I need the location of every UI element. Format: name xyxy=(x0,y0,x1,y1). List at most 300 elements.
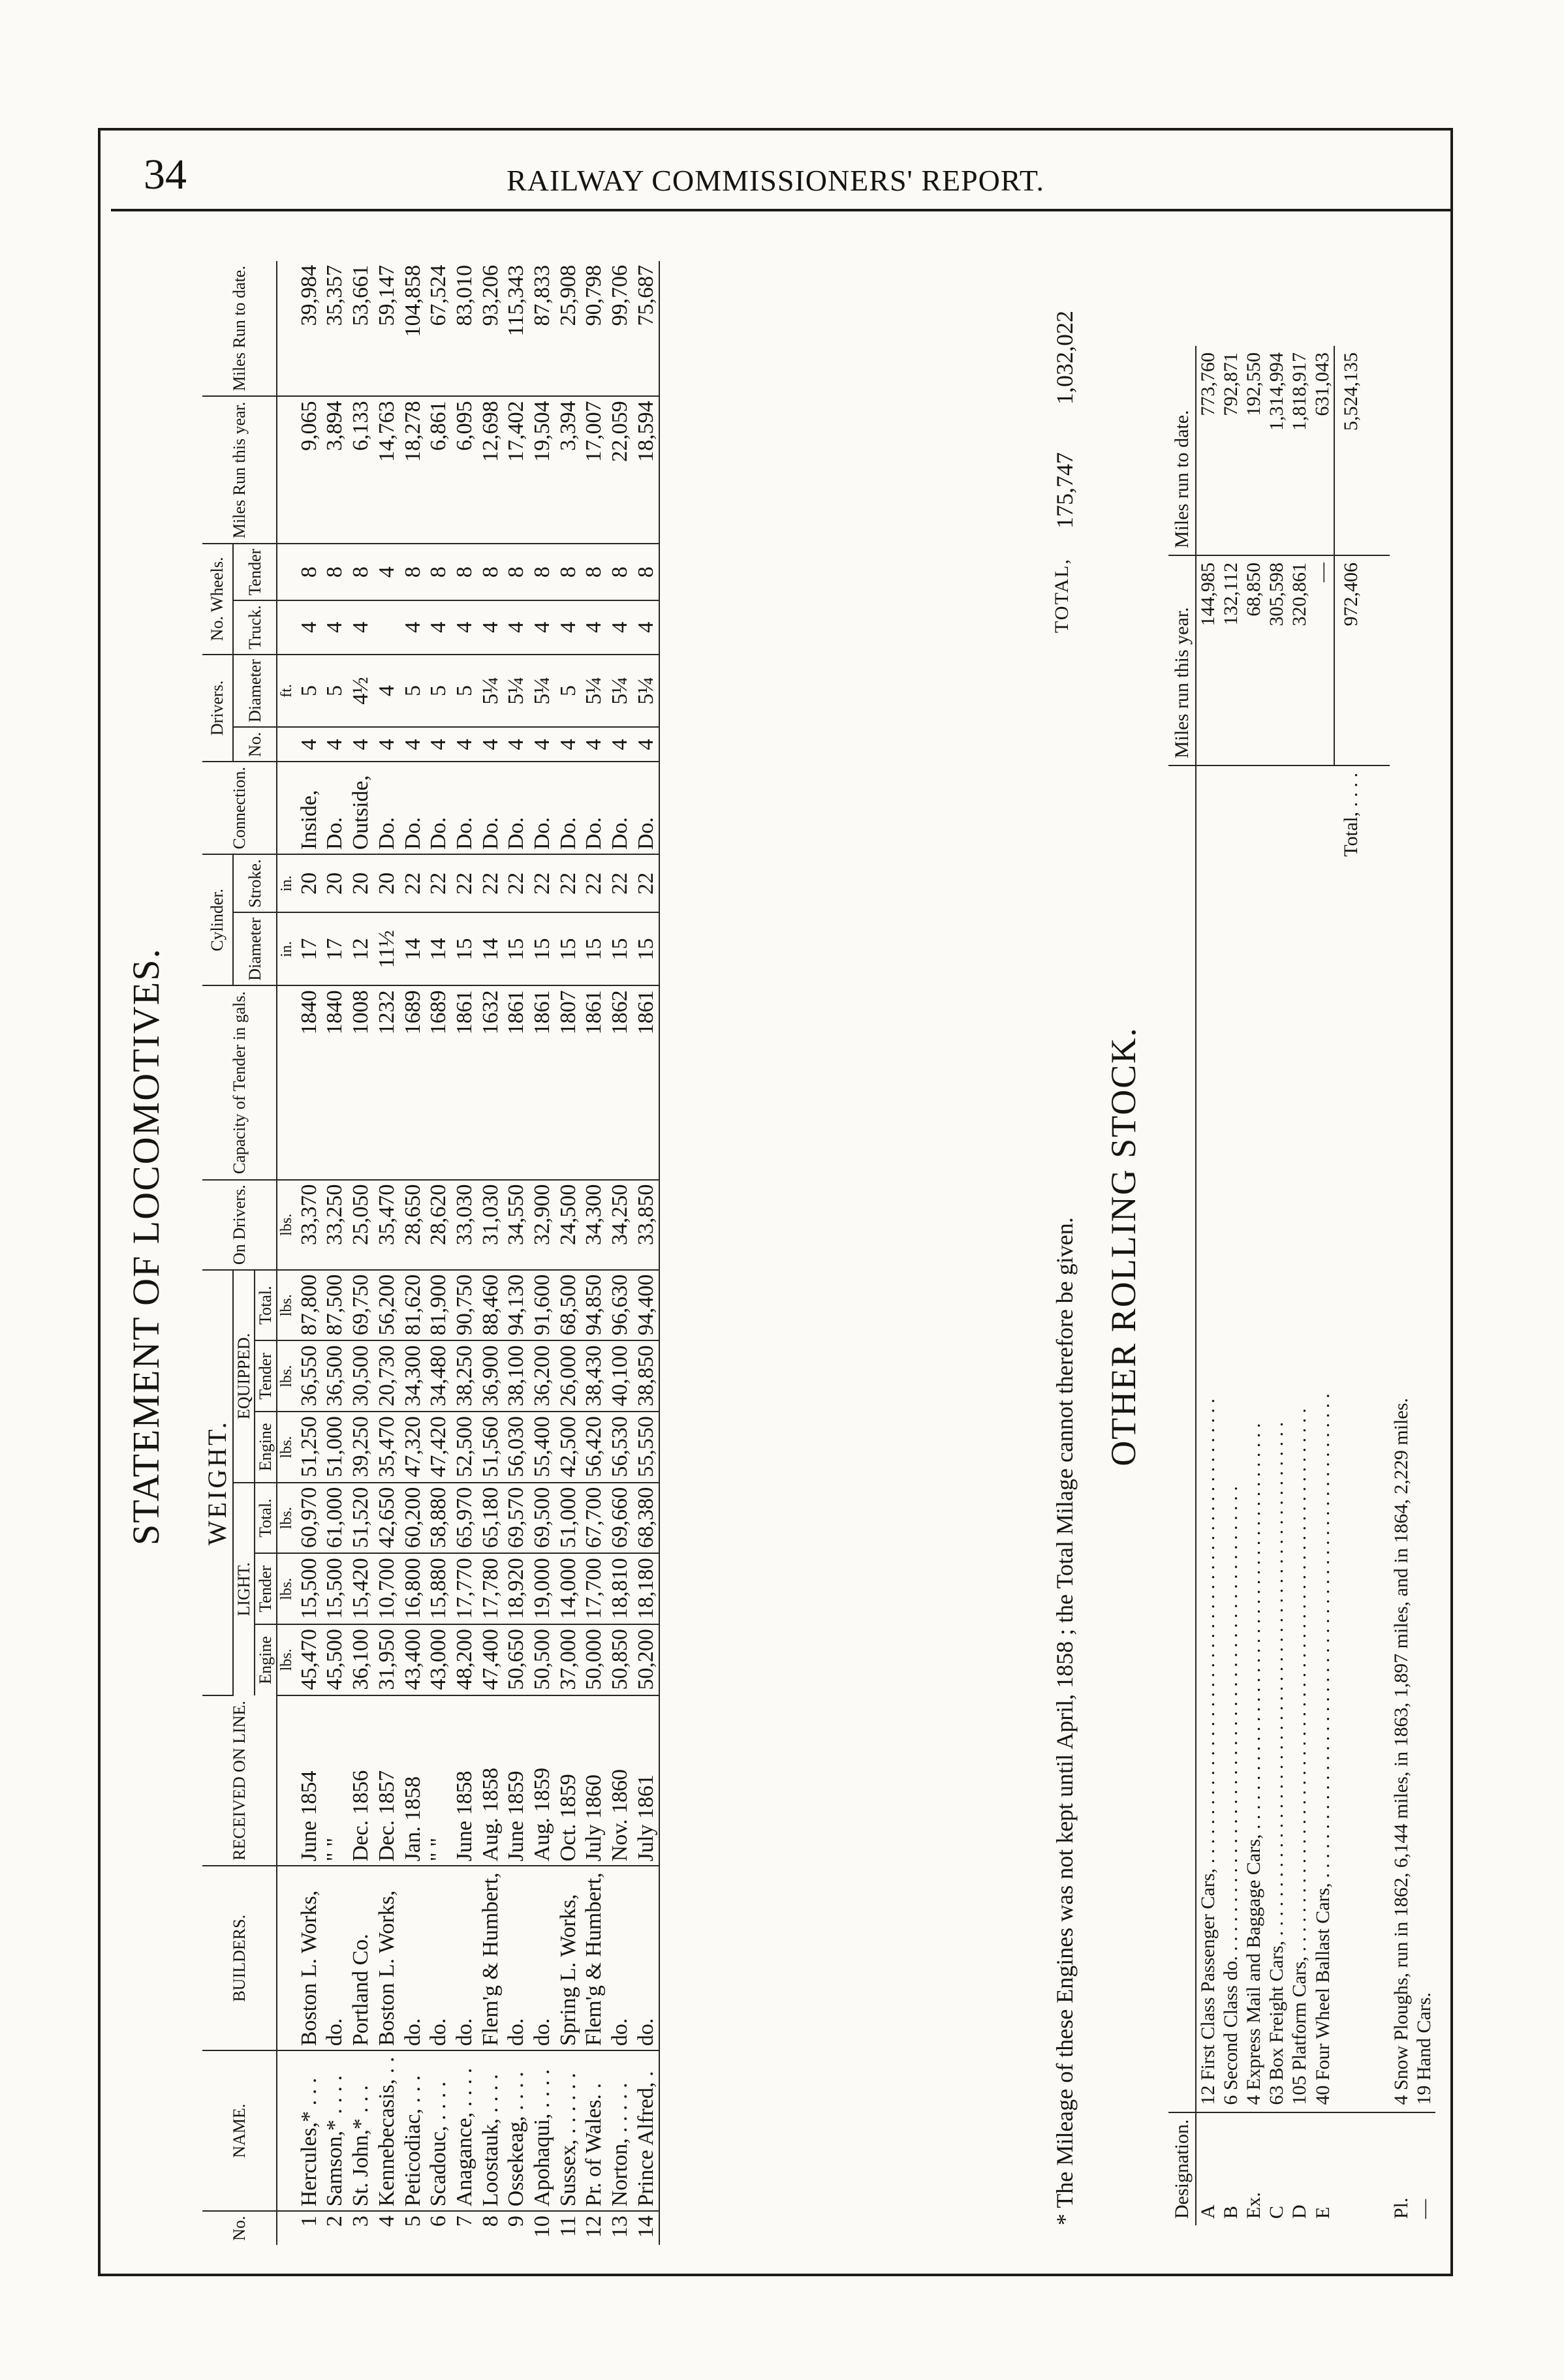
col-wheels: No. Wheels. xyxy=(202,544,233,654)
equipped-engine: 47,320 xyxy=(400,1412,426,1483)
cylinder-diameter: 11½ xyxy=(374,912,400,985)
equipped-total: 87,800 xyxy=(296,1270,322,1341)
miles-year: 144,985 xyxy=(1196,555,1219,765)
col-cyl-stroke: Stroke. xyxy=(233,854,277,912)
drivers-diameter: 5 xyxy=(400,655,426,728)
unit: in. xyxy=(277,854,296,912)
capacity: 1861 xyxy=(633,985,660,1179)
unit: lbs. xyxy=(277,1412,296,1483)
light-tender: 15,420 xyxy=(348,1553,374,1624)
miles-date: 35,357 xyxy=(322,261,348,396)
running-title: RAILWAY COMMISSIONERS' REPORT. xyxy=(506,164,1045,197)
locomotive-row xyxy=(633,261,660,2245)
unit: lbs. xyxy=(277,1624,296,1695)
col-miles-year: Miles Run this year. xyxy=(202,396,277,544)
equipped-total: 81,620 xyxy=(400,1270,426,1341)
row-received: " " xyxy=(322,1695,348,1866)
miles-year: 19,504 xyxy=(529,396,555,544)
equipped-tender: 26,000 xyxy=(555,1340,582,1412)
light-tender: 15,500 xyxy=(322,1553,348,1624)
capacity: 1807 xyxy=(555,985,582,1179)
row-name: Apohaqui, . . . . xyxy=(529,2050,555,2211)
rolling-stock-extra-row xyxy=(1390,346,1413,2225)
total-label: Total, . . . . xyxy=(1334,765,1362,2112)
designation: A xyxy=(1197,2204,1219,2219)
connection: Do. xyxy=(374,762,400,854)
drivers-diameter: 5 xyxy=(426,655,452,728)
description: 4 Snow Ploughs, run in 1862, 6,144 miles, in 1863, 1,897 miles, and in 1864, 2,229 miles. xyxy=(1390,346,1413,2112)
row-received: Nov. 1860 xyxy=(607,1695,633,1866)
cylinder-stroke: 22 xyxy=(478,854,504,912)
header-rule xyxy=(111,209,1453,211)
light-total: 68,380 xyxy=(633,1483,660,1554)
row-name: Anagance, . . . . xyxy=(452,2050,478,2211)
unit: lbs. xyxy=(277,1483,296,1554)
col-truck: Truck. xyxy=(233,600,277,655)
drivers-diameter: 5¼ xyxy=(633,655,660,728)
connection: Do. xyxy=(400,762,426,854)
capacity: 1632 xyxy=(478,985,504,1179)
locomotive-row xyxy=(581,261,607,2245)
truck-wheels: 4 xyxy=(452,600,478,655)
col-equipped-tender: Tender xyxy=(255,1340,276,1412)
light-engine: 43,000 xyxy=(426,1624,452,1695)
equipped-total: 68,500 xyxy=(555,1270,582,1341)
on-drivers: 25,050 xyxy=(348,1180,374,1270)
row-builder: Boston L. Works, xyxy=(374,1866,400,2050)
light-tender: 19,000 xyxy=(529,1553,555,1624)
equipped-tender: 20,730 xyxy=(374,1340,400,1412)
rolling-stock-total-row xyxy=(1334,346,1362,2225)
equipped-engine: 39,250 xyxy=(348,1412,374,1483)
cylinder-diameter: 15 xyxy=(503,912,529,985)
col-description xyxy=(1168,765,1196,2112)
drivers-no: 4 xyxy=(555,727,582,762)
drivers-diameter: 4 xyxy=(374,655,400,728)
drivers-no: 4 xyxy=(607,727,633,762)
drivers-no: 4 xyxy=(322,727,348,762)
light-tender: 18,180 xyxy=(633,1553,660,1624)
row-received: Dec. 1856 xyxy=(348,1695,374,1866)
truck-wheels: 4 xyxy=(529,600,555,655)
capacity: 1840 xyxy=(322,985,348,1179)
designation: D xyxy=(1289,2204,1310,2219)
equipped-total: 96,630 xyxy=(607,1270,633,1341)
miles-date: 1,314,994 xyxy=(1265,346,1288,555)
capacity: 1689 xyxy=(426,985,452,1179)
equipped-engine: 47,420 xyxy=(426,1412,452,1483)
on-drivers: 33,370 xyxy=(296,1180,322,1270)
col-light-total: Total. xyxy=(255,1483,276,1554)
row-no: 10 xyxy=(529,2216,554,2238)
miles-date: 83,010 xyxy=(452,261,478,396)
drivers-diameter: 5 xyxy=(555,655,582,728)
miles-year: 18,278 xyxy=(400,396,426,544)
locomotive-row xyxy=(426,261,452,2245)
miles-year: 18,594 xyxy=(633,396,660,544)
row-name: Scadouc, . . . . xyxy=(426,2050,452,2211)
col-equipped-total: Total. xyxy=(255,1270,276,1341)
row-no: 6 xyxy=(426,2216,451,2227)
locomotive-row xyxy=(348,261,374,2245)
cylinder-stroke: 22 xyxy=(426,854,452,912)
light-tender: 15,500 xyxy=(296,1553,322,1624)
truck-wheels: 4 xyxy=(478,600,504,655)
equipped-tender: 34,300 xyxy=(400,1340,426,1412)
locomotive-row xyxy=(555,261,582,2245)
locomotive-row xyxy=(529,261,555,2245)
drivers-no: 4 xyxy=(478,727,504,762)
description: 40 Four Wheel Ballast Cars, . . . . . . . . . . . . . . . . . . . . . . . . . . . . . . . . . . . . . . . . . . . . . . . . . . xyxy=(1311,765,1334,2112)
equipped-total: 94,850 xyxy=(581,1270,607,1341)
truck-wheels: 4 xyxy=(400,600,426,655)
col-designation: Designation. xyxy=(1168,2112,1196,2225)
row-no: 8 xyxy=(478,2216,503,2227)
col-miles-date: Miles Run to date. xyxy=(202,261,277,396)
locomotive-row xyxy=(296,261,322,2245)
light-engine: 50,650 xyxy=(503,1624,529,1695)
col-equipped-engine: Engine xyxy=(255,1412,276,1483)
light-engine: 37,000 xyxy=(555,1624,582,1695)
spacer-row xyxy=(1362,346,1390,2225)
row-no: 13 xyxy=(608,2216,633,2238)
rolling-stock-row xyxy=(1311,346,1334,2225)
drivers-no: 4 xyxy=(400,727,426,762)
light-tender: 14,000 xyxy=(555,1553,582,1624)
capacity: 1232 xyxy=(374,985,400,1179)
rolling-stock-row xyxy=(1265,346,1288,2225)
drivers-diameter: 5 xyxy=(322,655,348,728)
description: 12 First Class Passenger Cars, . . . . . . . . . . . . . . . . . . . . . . . . . . . . . . . . . . . . . . . . . . . . . . . . xyxy=(1196,765,1219,2112)
row-name: St. John,* . . . xyxy=(348,2050,374,2211)
row-no: 3 xyxy=(349,2216,373,2227)
rotated-content xyxy=(124,248,1435,2245)
on-drivers: 34,550 xyxy=(503,1180,529,1270)
row-name: Prince Alfred, . xyxy=(633,2050,660,2211)
miles-date: 93,206 xyxy=(478,261,504,396)
row-received: July 1861 xyxy=(633,1695,660,1866)
tender-wheels: 8 xyxy=(452,544,478,600)
locomotives-footnote-row xyxy=(1051,281,1078,2225)
drivers-diameter: 5¼ xyxy=(529,655,555,728)
light-total: 51,520 xyxy=(348,1483,374,1554)
capacity: 1861 xyxy=(452,985,478,1179)
equipped-engine: 42,500 xyxy=(555,1412,582,1483)
light-engine: 45,470 xyxy=(296,1624,322,1695)
cylinder-diameter: 15 xyxy=(529,912,555,985)
equipped-total: 81,900 xyxy=(426,1270,452,1341)
col-received: RECEIVED ON LINE. xyxy=(202,1695,277,1866)
row-no: 5 xyxy=(400,2216,425,2227)
miles-year: 22,059 xyxy=(607,396,633,544)
light-engine: 36,100 xyxy=(348,1624,374,1695)
row-builder: do. xyxy=(503,1866,529,2050)
miles-year: 132,112 xyxy=(1219,555,1242,765)
equipped-tender: 36,550 xyxy=(296,1340,322,1412)
total-miles-year: 175,747 xyxy=(1052,452,1078,529)
total-label: TOTAL, xyxy=(1051,558,1072,633)
on-drivers: 33,030 xyxy=(452,1180,478,1270)
cylinder-diameter: 14 xyxy=(478,912,504,985)
col-weight: WEIGHT. xyxy=(202,1270,233,1695)
row-no: 4 xyxy=(374,2216,399,2227)
equipped-engine: 51,250 xyxy=(296,1412,322,1483)
light-tender: 10,700 xyxy=(374,1553,400,1624)
col-cyl-diameter: Diameter xyxy=(233,912,277,985)
miles-date: 1,818,917 xyxy=(1288,346,1311,555)
equipped-tender: 38,250 xyxy=(452,1340,478,1412)
row-name: Loostauk, . . . . xyxy=(478,2050,504,2211)
row-no: 1 xyxy=(296,2216,321,2227)
light-total: 42,650 xyxy=(374,1483,400,1554)
on-drivers: 28,620 xyxy=(426,1180,452,1270)
equipped-engine: 51,560 xyxy=(478,1412,504,1483)
tender-wheels: 8 xyxy=(348,544,374,600)
col-on-drivers: On Drivers. xyxy=(202,1180,277,1270)
unit: lbs. xyxy=(277,1340,296,1412)
on-drivers: 32,900 xyxy=(529,1180,555,1270)
drivers-diameter: 5¼ xyxy=(503,655,529,728)
row-name: Peticodiac, . . . xyxy=(400,2050,426,2211)
cylinder-stroke: 22 xyxy=(452,854,478,912)
miles-year: 17,007 xyxy=(581,396,607,544)
capacity: 1861 xyxy=(503,985,529,1179)
equipped-tender: 38,100 xyxy=(503,1340,529,1412)
truck-wheels: 4 xyxy=(503,600,529,655)
light-total: 69,660 xyxy=(607,1483,633,1554)
page-header xyxy=(98,145,1453,204)
tender-wheels: 4 xyxy=(374,544,400,600)
light-total: 61,000 xyxy=(322,1483,348,1554)
light-total: 65,970 xyxy=(452,1483,478,1554)
unit: lbs. xyxy=(277,1180,296,1270)
row-received: Dec. 1857 xyxy=(374,1695,400,1866)
row-name: Pr. of Wales. . xyxy=(581,2050,607,2211)
light-engine: 43,400 xyxy=(400,1624,426,1695)
row-name: Samson,* . . . . xyxy=(322,2050,348,2211)
drivers-no: 4 xyxy=(633,727,660,762)
designation: E xyxy=(1311,2206,1334,2219)
miles-date: 87,833 xyxy=(529,261,555,396)
total-miles-date: 5,524,135 xyxy=(1334,346,1362,555)
equipped-total: 94,130 xyxy=(503,1270,529,1341)
miles-date: 773,760 xyxy=(1196,346,1219,555)
row-no: 2 xyxy=(322,2216,347,2227)
col-equipped: EQUIPPED. xyxy=(233,1270,255,1483)
light-total: 67,700 xyxy=(581,1483,607,1554)
miles-year: 3,394 xyxy=(555,396,582,544)
col-dr-diameter: Diameter xyxy=(233,655,277,728)
equipped-total: 91,600 xyxy=(529,1270,555,1341)
cylinder-diameter: 15 xyxy=(607,912,633,985)
on-drivers: 28,650 xyxy=(400,1180,426,1270)
col-no: No. xyxy=(202,2211,277,2245)
connection: Do. xyxy=(426,762,452,854)
row-no: 7 xyxy=(452,2216,477,2227)
light-total: 51,000 xyxy=(555,1483,582,1554)
miles-year: — xyxy=(1311,555,1334,765)
designation: C xyxy=(1266,2205,1287,2219)
tender-wheels: 8 xyxy=(633,544,660,600)
tender-wheels: 8 xyxy=(296,544,322,600)
on-drivers: 34,250 xyxy=(607,1180,633,1270)
equipped-tender: 38,430 xyxy=(581,1340,607,1412)
cylinder-diameter: 14 xyxy=(426,912,452,985)
col-cylinder: Cylinder. xyxy=(202,854,233,985)
miles-year: 6,095 xyxy=(452,396,478,544)
light-engine: 50,200 xyxy=(633,1624,660,1695)
on-drivers: 31,030 xyxy=(478,1180,504,1270)
row-builder: do. xyxy=(633,1866,660,2050)
drivers-no: 4 xyxy=(426,727,452,762)
capacity: 1862 xyxy=(607,985,633,1179)
col-light-tender: Tender xyxy=(255,1553,276,1624)
cylinder-diameter: 14 xyxy=(400,912,426,985)
description: 105 Platform Cars, . . . . . . . . . . . . . . . . . . . . . . . . . . . . . . . . . . . . . . . . . . . . . . . . . . . . . . . . xyxy=(1288,765,1311,2112)
rolling-stock-row xyxy=(1288,346,1311,2225)
equipped-tender: 36,200 xyxy=(529,1340,555,1412)
miles-date: 104,858 xyxy=(400,261,426,396)
miles-date: 90,798 xyxy=(581,261,607,396)
light-tender: 18,920 xyxy=(503,1553,529,1624)
connection: Do. xyxy=(581,762,607,854)
light-engine: 50,500 xyxy=(529,1624,555,1695)
drivers-no: 4 xyxy=(452,727,478,762)
cylinder-stroke: 22 xyxy=(555,854,582,912)
miles-date: 792,871 xyxy=(1219,346,1242,555)
miles-date: 115,343 xyxy=(503,261,529,396)
drivers-diameter: 5¼ xyxy=(478,655,504,728)
blank xyxy=(1362,765,1390,2112)
drivers-diameter: 5¼ xyxy=(581,655,607,728)
equipped-tender: 34,480 xyxy=(426,1340,452,1412)
locomotive-row xyxy=(478,261,504,2245)
total-miles-year: 972,406 xyxy=(1334,555,1362,765)
rolling-stock-extra-row xyxy=(1413,346,1435,2225)
drivers-no: 4 xyxy=(581,727,607,762)
equipped-engine: 51,000 xyxy=(322,1412,348,1483)
miles-date: 631,043 xyxy=(1311,346,1334,555)
col-dr-no: No. xyxy=(233,727,277,762)
light-total: 69,500 xyxy=(529,1483,555,1554)
row-builder: Flem'g & Humbert, xyxy=(478,1866,504,2050)
drivers-diameter: 4½ xyxy=(348,655,374,728)
miles-date: 99,706 xyxy=(607,261,633,396)
equipped-total: 69,750 xyxy=(348,1270,374,1341)
connection: Do. xyxy=(607,762,633,854)
rolling-stock-row xyxy=(1219,346,1242,2225)
blank xyxy=(1362,555,1390,765)
miles-year: 68,850 xyxy=(1242,555,1265,765)
designation: B xyxy=(1220,2205,1242,2219)
light-tender: 16,800 xyxy=(400,1553,426,1624)
light-total: 60,200 xyxy=(400,1483,426,1554)
equipped-total: 88,460 xyxy=(478,1270,504,1341)
row-builder: do. xyxy=(426,1866,452,2050)
col-name: NAME. xyxy=(202,2050,277,2211)
cylinder-diameter: 15 xyxy=(581,912,607,985)
locomotive-row xyxy=(400,261,426,2245)
cylinder-diameter: 17 xyxy=(322,912,348,985)
on-drivers: 24,500 xyxy=(555,1180,582,1270)
unit: ft. xyxy=(277,655,296,728)
locomotive-row xyxy=(503,261,529,2245)
miles-year: 305,598 xyxy=(1265,555,1288,765)
light-engine: 50,000 xyxy=(581,1624,607,1695)
cylinder-diameter: 15 xyxy=(555,912,582,985)
light-engine: 45,500 xyxy=(322,1624,348,1695)
drivers-no: 4 xyxy=(348,727,374,762)
locomotive-row xyxy=(322,261,348,2245)
light-total: 58,880 xyxy=(426,1483,452,1554)
locomotive-row xyxy=(374,261,400,2245)
equipped-total: 87,500 xyxy=(322,1270,348,1341)
row-no: 11 xyxy=(555,2216,580,2237)
unit: in. xyxy=(277,912,296,985)
locomotive-row xyxy=(607,261,633,2245)
drivers-diameter: 5¼ xyxy=(607,655,633,728)
cylinder-stroke: 22 xyxy=(529,854,555,912)
col-rs-miles-year: Miles run this year. xyxy=(1168,555,1196,765)
capacity: 1008 xyxy=(348,985,374,1179)
row-no: 14 xyxy=(633,2216,658,2238)
designation: — xyxy=(1413,2199,1435,2219)
row-builder: Boston L. Works, xyxy=(296,1866,322,2050)
truck-wheels xyxy=(374,600,400,655)
equipped-tender: 36,500 xyxy=(322,1340,348,1412)
drivers-diameter: 5 xyxy=(452,655,478,728)
row-builder: Portland Co. xyxy=(348,1866,374,2050)
units-row xyxy=(277,261,296,2245)
col-light-engine: Engine xyxy=(255,1624,276,1695)
row-builder: Flem'g & Humbert, xyxy=(581,1866,607,2050)
connection: Inside, xyxy=(296,762,322,854)
description: 6 Second Class do. . . . . . . . . . . . . . . . . . . . . . . . . . . . . . . . . . . . . . . . . . . . . . . . . xyxy=(1219,765,1242,2112)
row-name: Norton, . . . . . xyxy=(607,2050,633,2211)
cylinder-diameter: 15 xyxy=(452,912,478,985)
equipped-total: 56,200 xyxy=(374,1270,400,1341)
capacity: 1689 xyxy=(400,985,426,1179)
rolling-stock-title: OTHER ROLLING STOCK. xyxy=(1104,1027,1143,1466)
row-received: June 1854 xyxy=(296,1695,322,1866)
truck-wheels: 4 xyxy=(581,600,607,655)
miles-date: 53,661 xyxy=(348,261,374,396)
col-connection: Connection. xyxy=(202,762,277,854)
drivers-no: 4 xyxy=(503,727,529,762)
tender-wheels: 8 xyxy=(529,544,555,600)
miles-date: 67,524 xyxy=(426,261,452,396)
truck-wheels: 4 xyxy=(607,600,633,655)
tender-wheels: 8 xyxy=(322,544,348,600)
connection: Outside, xyxy=(348,762,374,854)
col-light: LIGHT. xyxy=(233,1483,255,1695)
row-received: " " xyxy=(426,1695,452,1866)
light-total: 65,180 xyxy=(478,1483,504,1554)
equipped-tender: 38,850 xyxy=(633,1340,660,1412)
locomotives-table xyxy=(202,261,660,2245)
col-drivers: Drivers. xyxy=(202,655,233,762)
connection: Do. xyxy=(633,762,660,854)
row-builder: do. xyxy=(452,1866,478,2050)
blank xyxy=(1362,346,1390,555)
drivers-no: 4 xyxy=(296,727,322,762)
col-rs-miles-date: Miles run to date. xyxy=(1168,346,1196,555)
light-engine: 47,400 xyxy=(478,1624,504,1695)
cylinder-stroke: 20 xyxy=(296,854,322,912)
drivers-no: 4 xyxy=(529,727,555,762)
equipped-tender: 40,100 xyxy=(607,1340,633,1412)
on-drivers: 33,850 xyxy=(633,1180,660,1270)
